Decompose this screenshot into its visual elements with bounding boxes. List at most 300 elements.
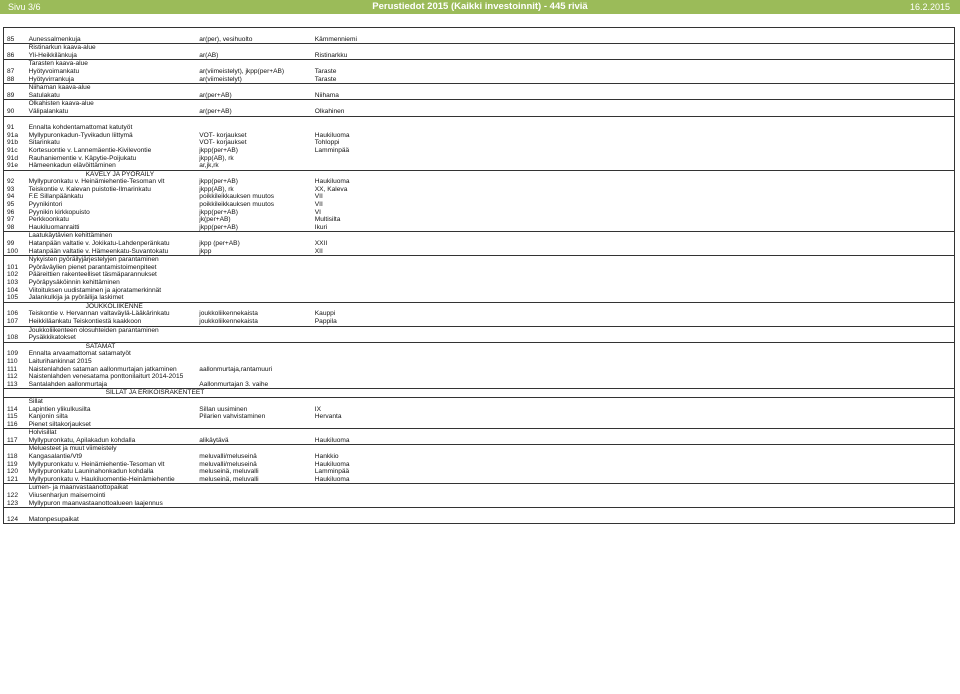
section-header-row (4, 28, 955, 36)
row-number: 107 (4, 318, 26, 326)
section-header-row (4, 170, 955, 178)
table-row (4, 516, 955, 524)
row-number: 99 (4, 240, 26, 248)
work-type: ar,jk,rk (199, 162, 219, 170)
item-name: Pyöräpysäköinnin kehittäminen (28, 279, 120, 286)
table-row (4, 36, 955, 44)
work-type: Pilarien vahvistaminen (199, 413, 266, 421)
table-row (4, 310, 955, 318)
table-row (4, 132, 955, 140)
empty-cell (312, 44, 955, 52)
item-name: Matonpesupaikat (26, 516, 197, 524)
location (312, 358, 955, 366)
table-row (4, 271, 955, 279)
table-row (4, 162, 955, 170)
work-type (196, 271, 311, 279)
location (312, 124, 955, 132)
item-name: Hyötyvoimankatu (28, 67, 80, 75)
section-header-row (4, 326, 955, 334)
row-number: 98 (4, 224, 26, 232)
row-number: 109 (4, 350, 26, 358)
item-name: Lapintien ylikulkusilta (28, 405, 91, 413)
row-number: 95 (4, 201, 26, 209)
row-number: 121 (4, 476, 26, 484)
location: Hankkio (312, 453, 955, 461)
work-type (196, 350, 311, 358)
work-type (196, 264, 311, 272)
work-type (196, 279, 311, 287)
section-title: JOUKKOLIIKENNE (26, 302, 312, 310)
table-row (4, 264, 955, 272)
empty-cell (312, 116, 955, 124)
row-number: 86 (4, 52, 26, 60)
table-row (4, 124, 955, 132)
table-row (4, 294, 955, 302)
work-type: jkpp(per+AB) (199, 178, 238, 186)
row-number: 114 (4, 406, 26, 414)
row-number-cell (4, 429, 26, 437)
table-row (4, 240, 955, 248)
table-row (4, 193, 955, 201)
section-header-row (4, 232, 955, 240)
row-number-cell (4, 100, 26, 108)
empty-cell (312, 28, 955, 36)
work-type: ar(per), vesihuolto (199, 35, 253, 43)
item-name: Pysäkkikatokset (28, 334, 76, 342)
empty-cell (312, 484, 955, 492)
work-type: meluvalli/meluseinä (199, 453, 257, 461)
table-row (4, 201, 955, 209)
row-number: 119 (4, 461, 26, 469)
work-type: ar(viimeistelyt), jkpp(per+AB) (199, 67, 285, 75)
row-number: 116 (4, 421, 26, 429)
table-row (4, 437, 955, 445)
item-name: Laiturihankinnat 2015 (28, 357, 92, 365)
location: XX, Kaleva (312, 186, 955, 194)
table-row (4, 216, 955, 224)
work-type: Aallonmurtajan 3. vaihe (199, 380, 269, 388)
section-title: Olkahisten kaava-alue (26, 100, 312, 108)
empty-cell (312, 84, 955, 92)
row-number: 118 (4, 453, 26, 461)
location (312, 492, 955, 500)
work-type: poikkileikkauksen muutos (199, 201, 275, 209)
table-row (4, 476, 955, 484)
row-number: 85 (4, 36, 26, 44)
row-number-cell (4, 256, 26, 264)
page-header-bar (0, 0, 960, 14)
row-number: 106 (4, 310, 26, 318)
location: Olkahinen (312, 108, 955, 116)
work-type: jkpp(per+AB) (199, 208, 238, 216)
empty-cell (312, 256, 955, 264)
work-type: Sillan uusiminen (199, 405, 248, 413)
item-name: Viiusenharjun maisemointi (28, 492, 106, 500)
row-number: 102 (4, 271, 26, 279)
location (312, 350, 955, 358)
location: Haukiluoma (312, 461, 955, 469)
row-number: 91 (4, 124, 26, 132)
section-title: KÄVELY JA PYÖRÄILY (26, 170, 312, 178)
row-number: 91d (4, 155, 26, 163)
location (312, 271, 955, 279)
item-name: Teiskontie v. Kalevan puistotie-Ilmarinkatu (28, 185, 151, 193)
item-name: Hyötyvirrankuja (28, 75, 75, 83)
item-name: Naistenlahden venesatama ponttonilaiturt 2014-2015 (28, 373, 184, 381)
row-number-cell (4, 302, 26, 310)
location (312, 279, 955, 287)
empty-cell (312, 342, 955, 350)
section-title: Lumen- ja maanvastaanottopaikat (26, 484, 312, 492)
item-name: Pääreittien rakenteelliset täsmäparannukset (28, 271, 157, 279)
table-row (4, 92, 955, 100)
location: Pappila (312, 318, 955, 326)
item-name: Viitoituksen uudistaminen ja ajoratamerkinnät (28, 286, 162, 294)
row-number-cell (4, 84, 26, 92)
location (312, 294, 955, 302)
row-number: 117 (4, 437, 26, 445)
location: XII (312, 248, 955, 256)
row-number: 105 (4, 294, 26, 302)
section-header-row (4, 100, 955, 108)
item-name: Myllypuronkadun-Tyvikadun liittymä (28, 131, 133, 139)
work-type (196, 358, 311, 366)
work-type (196, 500, 311, 508)
row-number-cell (4, 232, 26, 240)
row-number-cell (4, 116, 26, 124)
row-number: 110 (4, 358, 26, 366)
table-row (4, 224, 955, 232)
table-row (4, 413, 955, 421)
empty-cell (312, 326, 955, 334)
row-number: 108 (4, 334, 26, 342)
table-row (4, 155, 955, 163)
empty-cell (312, 170, 955, 178)
item-name: Hämeenkadun elävöittäminen (28, 162, 116, 170)
row-number: 122 (4, 492, 26, 500)
item-name: Hatanpään valtatie v. Jokikatu-Lahdenperänkatu (28, 240, 170, 248)
table-row (4, 453, 955, 461)
item-name: Kanjonin silta (28, 413, 68, 421)
section-header-row (4, 60, 955, 68)
work-type: poikkileikkauksen muutos (199, 193, 275, 201)
table-row (4, 108, 955, 116)
item-name: Sitarinkatu (28, 139, 60, 147)
row-number-cell (4, 397, 26, 405)
location: VI (312, 209, 955, 217)
row-number-cell (4, 60, 26, 68)
section-header-row (4, 389, 955, 398)
row-number: 120 (4, 468, 26, 476)
row-number-cell (4, 484, 26, 492)
work-type: jkpp(per+AB) (199, 223, 238, 231)
empty-cell (312, 232, 955, 240)
work-type: ar(per+AB) (199, 107, 232, 115)
table-row (4, 421, 955, 429)
table-row (4, 76, 955, 84)
section-header-row (4, 508, 955, 516)
work-type: meluseinä, meluvalli (199, 468, 259, 476)
section-title: Joukkoliikenteen olosuhteiden parantaminen (26, 326, 312, 334)
page-date: 16.2.2015 (909, 2, 950, 12)
row-number: 96 (4, 209, 26, 217)
work-type (196, 516, 311, 524)
table-row (4, 373, 955, 381)
section-header-row (4, 84, 955, 92)
section-title: Niihaman kaava-alue (26, 84, 312, 92)
section-title: Laatukäytävien kehittäminen (26, 232, 312, 240)
section-title: Meluesteet ja muut viimeistely (26, 445, 312, 453)
work-type: ar(per+AB) (199, 91, 232, 99)
row-number-cell (4, 170, 26, 178)
row-number: 123 (4, 500, 26, 508)
item-name: Myllypuronkatu Launinahonkadun kohdalla (28, 468, 154, 476)
table-row (4, 468, 955, 476)
row-number: 91b (4, 139, 26, 147)
section-header-row (4, 44, 955, 52)
row-number: 113 (4, 381, 26, 389)
work-type: aallonmurtaja,rantamuuri (199, 365, 273, 373)
table-row (4, 492, 955, 500)
empty-cell (312, 100, 955, 108)
row-number-cell (4, 44, 26, 52)
location: Hervanta (312, 413, 955, 421)
location: Kämmenniemi (312, 36, 955, 44)
work-type (196, 124, 311, 132)
row-number: 91a (4, 132, 26, 140)
table-row (4, 350, 955, 358)
section-title: SATAMAT (26, 342, 312, 350)
location (312, 155, 955, 163)
table-row (4, 366, 955, 374)
table-row (4, 147, 955, 155)
work-type: meluseinä, meluvalli (199, 475, 259, 483)
table-row (4, 358, 955, 366)
empty-cell (312, 389, 955, 398)
section-header-row (4, 256, 955, 264)
location: VII (312, 201, 955, 209)
row-number: 91c (4, 147, 26, 155)
work-type: joukkoliikennekaista (199, 317, 258, 325)
row-number: 88 (4, 76, 26, 84)
investment-table (3, 27, 955, 524)
table-row (4, 68, 955, 76)
item-name: Satulakatu (28, 91, 60, 99)
section-title: Holvisillat (26, 429, 312, 437)
row-number-cell (4, 508, 26, 516)
location (312, 421, 955, 429)
row-number-cell (4, 28, 26, 36)
table-row (4, 139, 955, 147)
row-number: 93 (4, 186, 26, 194)
row-number-cell (4, 342, 26, 350)
table-row (4, 186, 955, 194)
section-header-row (4, 302, 955, 310)
item-name: Santalahden aallonmurtaja (28, 380, 108, 388)
item-name: Jalankulkija ja pyöräilija laskimet (28, 294, 124, 302)
work-type: VOT- korjaukset (199, 139, 247, 147)
location: Haukiluoma (312, 178, 955, 186)
work-type (196, 373, 311, 381)
table-row (4, 500, 955, 508)
work-type (196, 492, 311, 500)
item-name: Myllypuronkatu, Apilakadun kohdalla (28, 436, 136, 444)
item-name: Hatanpään valtatie v. Hämeenkatu-Suvantokatu (28, 247, 169, 255)
location: Haukiluoma (312, 476, 955, 484)
table-row (4, 318, 955, 326)
item-name: Teiskontie v. Hervannan valtaväylä-Lääkärinkatu (28, 310, 170, 318)
section-title: Tarasten kaava-alue (26, 60, 312, 68)
work-type (196, 294, 311, 302)
work-type: ar(viimeistelyt) (199, 75, 242, 83)
row-number: 91e (4, 162, 26, 170)
section-title: SILLAT JA ERIKOISRAKENTEET (26, 389, 312, 398)
row-number: 124 (4, 516, 26, 524)
location: Lamminpää (312, 147, 955, 155)
table-row (4, 406, 955, 414)
table-row (4, 209, 955, 217)
item-name: Välipalankatu (28, 107, 69, 115)
work-type: alikäytävä (199, 436, 229, 444)
location: Multisilta (312, 216, 955, 224)
row-number: 115 (4, 413, 26, 421)
row-number: 112 (4, 373, 26, 381)
work-type: jk(per+AB) (199, 216, 231, 224)
location: Taraste (312, 76, 955, 84)
item-name: Myllypuronkatu v. Heinämiehentie-Tesoman vlt (28, 460, 165, 468)
work-type: jkpp(per+AB) (199, 146, 238, 154)
table-row (4, 381, 955, 389)
work-type: jkpp (per+AB) (199, 240, 240, 248)
location: Taraste (312, 68, 955, 76)
location: Tohloppi (312, 139, 955, 147)
location: Niihama (312, 92, 955, 100)
location: VII (312, 193, 955, 201)
item-name: Perkkoonkatu (28, 216, 69, 224)
item-name: Ennalta kohdentamattomat katutyöt (28, 124, 133, 132)
item-name: Myllypuron maanvastaanottoalueen laajennus (28, 499, 163, 507)
location: Kauppi (312, 310, 955, 318)
item-name: Rauhaniementie v. Käpytie-Poijukatu (28, 154, 137, 162)
item-name: Myllypuronkatu v. Haukiluomentie-Heinämiehentie (28, 475, 175, 483)
row-number-cell (4, 326, 26, 334)
work-type: jkpp(AB), rk (199, 154, 234, 162)
table-row (4, 248, 955, 256)
location: Haukiluoma (312, 132, 955, 140)
location: IX (312, 406, 955, 414)
work-type: joukkoliikennekaista (199, 310, 258, 318)
table-row (4, 52, 955, 60)
item-name: Kortesuontie v. Lannemäentie-Kivilevontie (28, 146, 152, 154)
item-name: Myllypuronkatu v. Heinämiehentie-Tesoman vlt (28, 178, 165, 186)
location: Ristinarkku (312, 52, 955, 60)
item-name: Pienet siltakorjaukset (28, 420, 91, 428)
section-title: Ristinarkun kaava-alue (26, 44, 312, 52)
section-title (26, 508, 312, 516)
row-number: 87 (4, 68, 26, 76)
location (312, 264, 955, 272)
section-header-row (4, 484, 955, 492)
empty-cell (312, 60, 955, 68)
row-number: 94 (4, 193, 26, 201)
location: Lamminpää (312, 468, 955, 476)
work-type: jkpp (199, 247, 212, 255)
row-number-cell (4, 445, 26, 453)
section-title: Sillat (26, 397, 312, 405)
item-name: F.E Sillanpäänkatu (28, 193, 84, 201)
table-row (4, 178, 955, 186)
location: Haukiluoma (312, 437, 955, 445)
section-header-row (4, 429, 955, 437)
work-type: meluvalli/meluseinä (199, 460, 257, 468)
location (312, 334, 955, 342)
location (312, 366, 955, 374)
row-number: 92 (4, 178, 26, 186)
location (312, 500, 955, 508)
item-name: Ennalta arvaamattomat satamatyöt (28, 350, 131, 358)
section-title (26, 28, 312, 36)
table-row (4, 334, 955, 342)
empty-cell (312, 302, 955, 310)
empty-cell (312, 429, 955, 437)
empty-cell (312, 445, 955, 453)
location (312, 381, 955, 389)
row-number-cell (4, 389, 26, 398)
item-name: Aunessalmenkuja (28, 35, 81, 43)
table-row (4, 461, 955, 469)
item-name: Naistenlahden sataman aallonmurtajan jatkaminen (28, 365, 177, 373)
section-header-row (4, 342, 955, 350)
section-title (26, 116, 312, 124)
work-type: jkpp(AB), rk (199, 185, 234, 193)
location: Ikuri (312, 224, 955, 232)
empty-cell (312, 508, 955, 516)
location (312, 373, 955, 381)
section-header-row (4, 116, 955, 124)
location: XXII (312, 240, 955, 248)
item-name: Yli-Heikkilänkuja (28, 51, 77, 59)
row-number: 104 (4, 287, 26, 295)
section-title: Nykyisten pyöräilyjärjestelyjen parantaminen (26, 256, 312, 264)
work-type: VOT- korjaukset (199, 131, 247, 139)
location (312, 516, 955, 524)
table-row (4, 279, 955, 287)
section-header-row (4, 397, 955, 405)
empty-cell (312, 397, 955, 405)
work-type: ar(AB) (199, 51, 219, 59)
row-number: 97 (4, 216, 26, 224)
row-number: 103 (4, 279, 26, 287)
row-number: 111 (4, 366, 26, 374)
location (312, 162, 955, 170)
page-number: Sivu 3/6 (8, 2, 41, 12)
section-header-row (4, 445, 955, 453)
work-type (196, 334, 311, 342)
item-name: Haukiluomanraitti (28, 223, 80, 231)
work-type (196, 421, 311, 429)
location (312, 287, 955, 295)
work-type (196, 287, 311, 295)
item-name: Pyynikintori (28, 201, 63, 209)
row-number: 101 (4, 264, 26, 272)
table-row (4, 287, 955, 295)
item-name: Kangasalantie/Vt9 (28, 453, 83, 461)
row-number: 100 (4, 248, 26, 256)
item-name: Pyynikin kirkkopuisto (28, 208, 90, 216)
row-number: 89 (4, 92, 26, 100)
page-title: Perustiedot 2015 (Kaikki investoinnit) - 445 riviä (372, 1, 588, 12)
row-number: 90 (4, 108, 26, 116)
